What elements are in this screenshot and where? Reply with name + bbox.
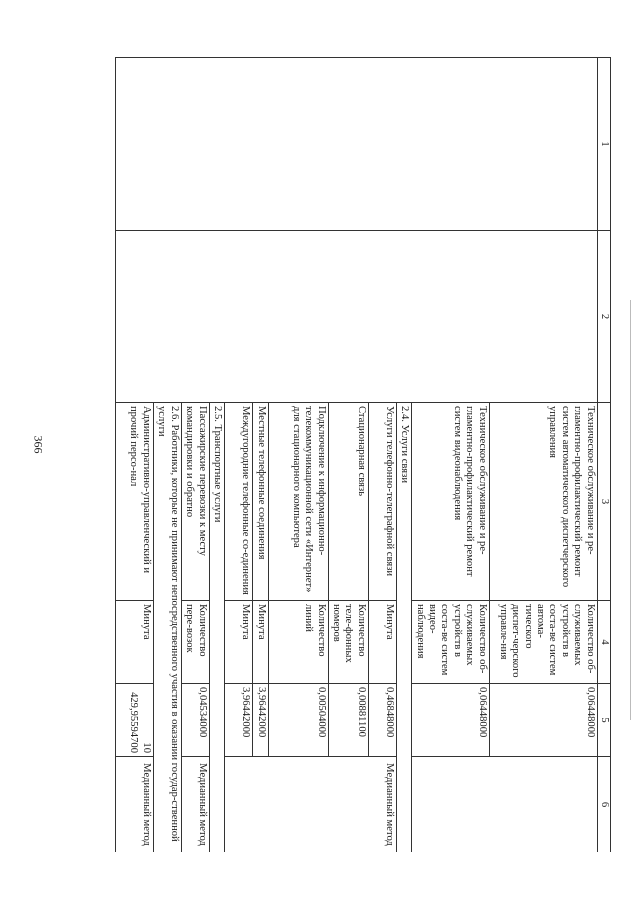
section-title: 2.6. Работники, которые не принимают непосредственного участия в оказании государ-ственной услуги	[153, 403, 181, 853]
value-cell: 0,46848000	[368, 684, 396, 757]
method-cell: Медианный метод	[181, 757, 209, 853]
page-number: 366	[31, 435, 46, 454]
service-name: Междугородние телефонные со-единения	[225, 403, 253, 601]
header-cell-3: 3	[597, 403, 610, 601]
service-name: Техническое обслуживание и ре-гламентно-профилактический ремонт систем автоматического диспетчерского управления	[489, 403, 597, 601]
method-cell	[412, 757, 597, 853]
service-name: Техническое обслуживание и ре-гламентно-профилактический ремонт систем видеонаблюдения	[412, 403, 489, 601]
service-name: Местные телефонные соединения	[253, 403, 268, 601]
table-row	[489, 58, 597, 853]
value-top: 10	[140, 742, 152, 753]
value-cell: 0,04534000	[181, 684, 209, 757]
header-row	[597, 58, 610, 853]
service-name: Стационарная связь	[328, 403, 368, 601]
method-cell: Медианный метод	[225, 757, 397, 853]
value-main: 429,95594700	[128, 692, 140, 753]
unit-cell: Количество линий	[268, 601, 328, 684]
group-cell-1	[115, 58, 597, 231]
value-cell: 3,96442000	[225, 684, 253, 757]
scan-edge-line	[630, 300, 631, 720]
unit-cell: Минута	[225, 601, 253, 684]
service-name: Подключение к информационно-телекоммуникационной сети «Интернет» для стационарного компьютера	[268, 403, 328, 601]
unit-cell: Количество теле-фонных номеров	[328, 601, 368, 684]
value-cell: 0,06448000	[489, 684, 597, 757]
method-cell: Медианный метод	[115, 757, 153, 853]
rotated-page-area	[88, 57, 611, 852]
value-cell: 0,06448000	[412, 684, 489, 757]
section-title: 2.4. Услуги связи	[396, 403, 411, 853]
service-name: Пассажирские перевозки к месту командировки и обратно	[181, 403, 209, 601]
service-name: Административно-управленческий и прочий персо-нал	[115, 403, 153, 601]
header-cell-1: 1	[597, 58, 610, 231]
rotated-table-container	[88, 57, 611, 852]
value-cell	[115, 684, 153, 757]
unit-cell: Количество об-служиваемых устройств в соста-ве систем автома-тического диспет-черского управле-ния	[489, 601, 597, 684]
unit-cell: Минута	[253, 601, 268, 684]
value-cell: 0,00504000	[268, 684, 328, 757]
norms-table	[115, 57, 611, 852]
section-title: 2.5. Транспортные услуги	[209, 403, 224, 853]
header-cell-4: 4	[597, 601, 610, 684]
value-cell: 0,00881100	[328, 684, 368, 757]
unit-cell: Минута	[368, 601, 396, 684]
unit-cell: Количество пере-возок	[181, 601, 209, 684]
header-cell-5: 5	[597, 684, 610, 757]
header-cell-6: 6	[597, 757, 610, 853]
unit-cell: Минута	[115, 601, 153, 684]
service-name: Услуги телефонно-телеграфной связи	[368, 403, 396, 601]
value-cell: 3,96442000	[253, 684, 268, 757]
group-cell-2	[115, 231, 597, 403]
unit-cell: Количество об-служиваемых устройств в соста-ве систем видео-наблюдения	[412, 601, 489, 684]
header-cell-2: 2	[597, 231, 610, 403]
